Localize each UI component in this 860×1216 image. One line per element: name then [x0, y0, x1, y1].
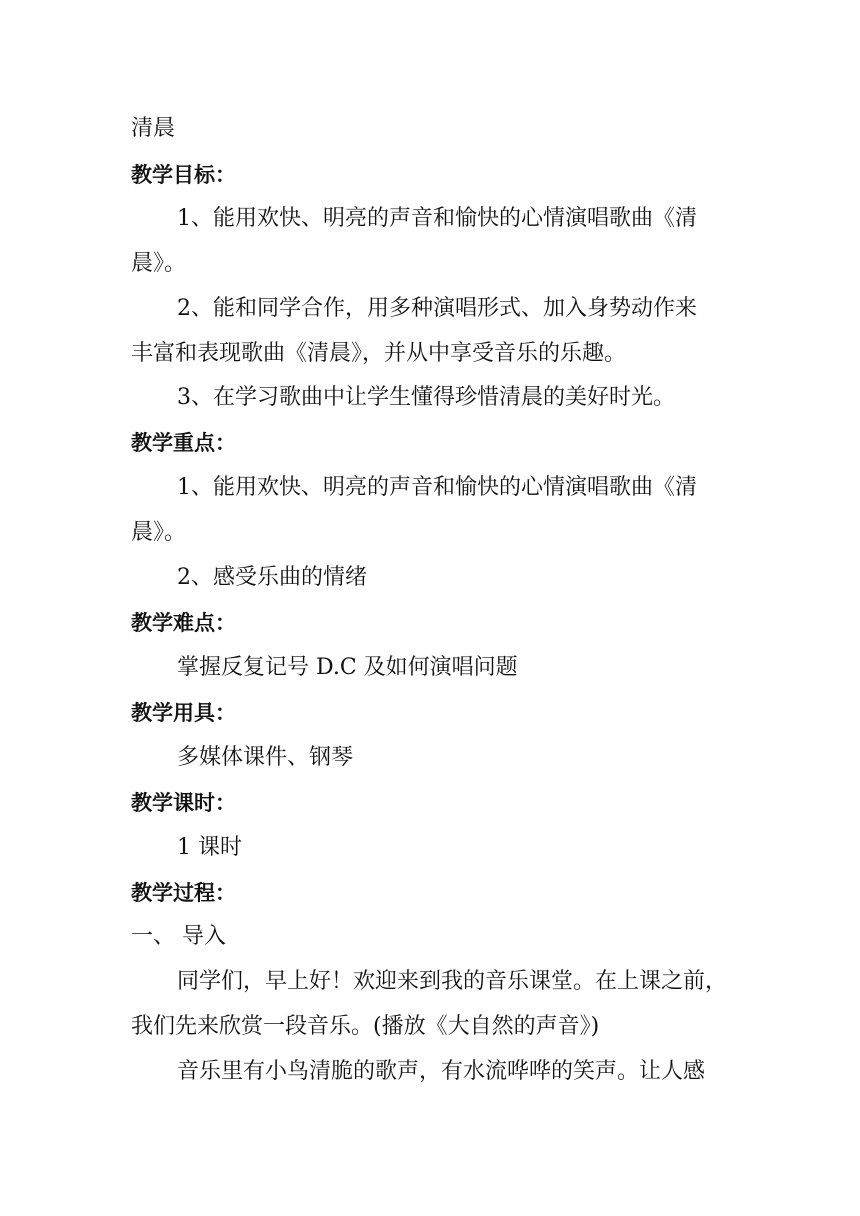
key-point-item-1-line-2: 晨》。 [131, 520, 187, 545]
document-title: 清晨 [131, 116, 176, 141]
process-heading: 教学过程： [131, 881, 236, 905]
tools-heading: 教学用具： [131, 701, 236, 725]
key-points-heading: 教学重点： [131, 431, 236, 455]
process-paragraph-1-line-2: 我们先来欣赏一段音乐。(播放《大自然的声音》) [131, 1014, 600, 1039]
process-paragraph-2-line-1: 音乐里有小鸟清脆的歌声，有水流哗哗的笑声。让人感 [177, 1059, 706, 1084]
process-paragraph-1-line-1: 同学们，早上好！欢迎来到我的音乐课堂。在上课之前， [177, 969, 728, 994]
goal-item-2-line-1: 2、能和同学合作，用多种演唱形式、加入身势动作来 [177, 296, 697, 321]
tools-text: 多媒体课件、钢琴 [177, 745, 354, 770]
key-point-item-1-line-1: 1、能用欢快、明亮的声音和愉快的心情演唱歌曲《清 [177, 475, 697, 500]
difficulties-heading: 教学难点： [131, 611, 236, 635]
goal-item-3: 3、在学习歌曲中让学生懂得珍惜清晨的美好时光。 [177, 385, 675, 410]
goal-item-2-line-2: 丰富和表现歌曲《清晨》，并从中享受音乐的乐趣。 [131, 341, 627, 366]
hours-heading: 教学课时： [131, 791, 236, 815]
key-point-item-2: 2、感受乐曲的情绪 [177, 565, 367, 590]
hours-text: 1 课时 [177, 835, 242, 860]
process-step-1-title: 一、 导入 [131, 924, 226, 949]
goal-item-1-line-2: 晨》。 [131, 251, 187, 276]
difficulties-text: 掌握反复记号 D.C 及如何演唱问题 [177, 655, 518, 680]
goal-item-1-line-1: 1、能用欢快、明亮的声音和愉快的心情演唱歌曲《清 [177, 206, 697, 231]
goals-heading: 教学目标： [131, 163, 236, 187]
